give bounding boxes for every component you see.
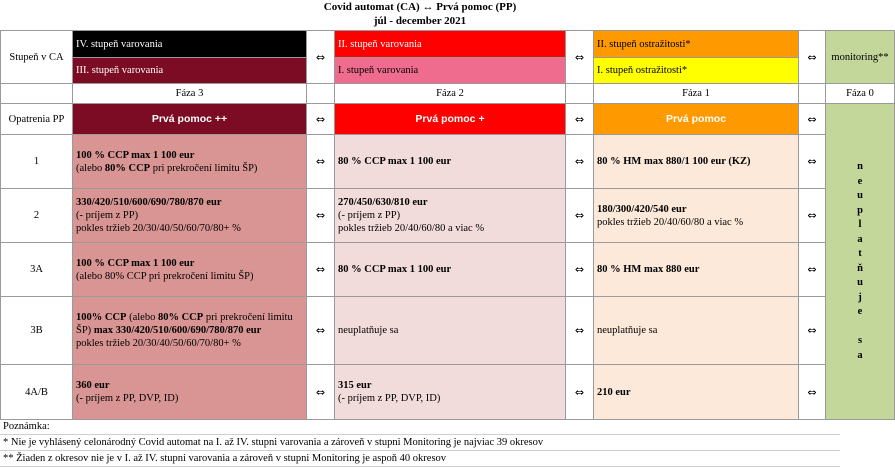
arrow-icon: ⇔ <box>566 31 594 84</box>
arrow-icon: ⇔ <box>799 243 826 297</box>
row4ab-faza3-line2: (- príjem z PP, DVP, ID) <box>76 393 179 404</box>
header-prva-pomoc: Prvá pomoc <box>594 104 799 135</box>
row3a-faza2: 80 % CCP max 1 100 eur <box>335 243 566 297</box>
arrow-icon: ⇔ <box>566 135 594 189</box>
text: (alebo <box>126 312 158 323</box>
vertical-letter: u <box>857 277 863 288</box>
row2-faza2-line3: pokles tržieb 20/40/60/80 a viac % <box>338 223 485 234</box>
stupen-ii: II. stupeň varovania <box>335 31 566 58</box>
arrow-icon: ⇔ <box>566 104 594 135</box>
row4ab-faza2 <box>335 365 566 420</box>
vertical-letter: n <box>857 161 863 172</box>
faza-2-label: Fáza 2 <box>335 84 566 104</box>
vertical-letter: ň <box>857 262 863 274</box>
arrow-icon: ⇔ <box>307 189 335 243</box>
row2-faza3 <box>73 189 307 243</box>
row4ab-faza1: 210 eur <box>594 365 799 420</box>
faza-3-label: Fáza 3 <box>73 84 307 104</box>
vertical-letter: t <box>858 248 862 259</box>
vertical-letter: a <box>857 349 863 361</box>
row1-faza3 <box>73 135 307 189</box>
row1-faza3-note <box>76 162 303 175</box>
arrow-icon: ⇔ <box>799 365 826 420</box>
stupen-ii-ostrazitosti: II. stupeň ostražitosti* <box>594 31 799 58</box>
note-2: ** Žiaden z okresov nie je v I. až IV. stupni varovania a zároveň v stupni Monitoring je aspoň 40 okresov <box>0 451 840 467</box>
stupen-i-ostrazitosti: I. stupeň ostražitosti* <box>594 58 799 84</box>
notes <box>0 419 840 467</box>
vertical-letter: p <box>857 204 863 216</box>
arrow-icon: ⇔ <box>799 135 826 189</box>
row1-faza2: 80 % CCP max 1 100 eur <box>335 135 566 189</box>
stupen-i: I. stupeň varovania <box>335 58 566 84</box>
stupen-label: Stupeň v CA <box>1 31 73 84</box>
row3b-faza1: neuplatňuje sa <box>594 297 799 365</box>
arrow-icon: ⇔ <box>307 297 335 365</box>
text: (alebo <box>76 162 105 174</box>
vertical-letter: a <box>857 233 863 245</box>
header-prva-pomoc-plus-plus: Prvá pomoc ++ <box>73 104 307 135</box>
arrow-icon: ⇔ <box>566 189 594 243</box>
row-label-3b: 3B <box>1 297 73 365</box>
text: 100% CCP <box>76 312 127 323</box>
title-line-1: Covid automat (CA) ↔ Prvá pomoc (PP) <box>323 1 517 13</box>
vertical-letter: l <box>858 219 862 230</box>
vertical-letter: u <box>857 190 863 201</box>
empty-cell <box>799 84 826 104</box>
arrow-icon: ⇔ <box>307 365 335 420</box>
vertical-letter: j <box>858 291 862 303</box>
faza-1-label: Fáza 1 <box>594 84 799 104</box>
row1-faza1: 80 % HM max 880/1 100 eur (KZ) <box>594 135 799 189</box>
row2-faza1-line2: pokles tržieb 20/40/60/80 a viac % <box>597 216 744 228</box>
row3a-faza3 <box>73 243 307 297</box>
header-prva-pomoc-plus: Prvá pomoc + <box>335 104 566 135</box>
row2-faza3-value: 330/420/510/600/690/780/870 eur <box>76 197 222 208</box>
arrow-icon: ⇔ <box>566 365 594 420</box>
row3b-faza3-text <box>76 311 303 337</box>
row2-faza3-line3: pokles tržieb 20/30/40/50/60/70/80+ % <box>76 223 241 234</box>
row3a-faza3-line2: (alebo 80% CCP pri prekročení limitu ŠP) <box>76 270 254 282</box>
row-label-2: 2 <box>1 189 73 243</box>
row-label-4ab: 4A/B <box>1 365 73 420</box>
text: pri prekročení limitu ŠP) <box>76 312 293 336</box>
arrow-icon: ⇔ <box>799 104 826 135</box>
vertical-letter: s <box>857 335 863 346</box>
arrow-icon: ⇔ <box>307 31 335 84</box>
arrow-icon: ⇔ <box>799 31 826 84</box>
row3a-faza1: 80 % HM max 880 eur <box>594 243 799 297</box>
arrow-icon: ⇔ <box>799 297 826 365</box>
arrow-icon: ⇔ <box>307 104 335 135</box>
arrow-icon: ⇔ <box>566 297 594 365</box>
text: pri prekročení limitu ŠP) <box>150 162 258 174</box>
empty-cell <box>1 84 73 104</box>
row3b-faza3 <box>73 297 307 365</box>
title-line-2: júl - december 2021 <box>373 15 467 27</box>
row2-faza2 <box>335 189 566 243</box>
row2-faza1 <box>594 189 799 243</box>
note-1: * Nie je vyhlásený celonárodný Covid automat na I. až IV. stupni varovania a zároveň v stupni Monitoring je najviac 39 okresov <box>0 435 840 451</box>
row2-faza3-line2: (- príjem z PP) <box>76 210 139 221</box>
stupen-iv: IV. stupeň varovania <box>73 31 307 58</box>
row-label-3a: 3A <box>1 243 73 297</box>
notes-label: Poznámka: <box>0 419 840 435</box>
row4ab-faza3 <box>73 365 307 420</box>
faza-0-label: Fáza 0 <box>826 84 895 104</box>
stupen-iii: III. stupeň varovania <box>73 58 307 84</box>
arrow-icon: ⇔ <box>799 189 826 243</box>
row1-faza3-value: 100 % CCP max 1 100 eur <box>76 149 195 161</box>
row3b-faza3-line4: pokles tržieb 20/30/40/50/60/70/80+ % <box>76 338 241 349</box>
comparison-table <box>0 30 895 420</box>
text: 80% CCP <box>157 312 204 323</box>
vertical-letter: e <box>857 175 863 187</box>
vertical-letter <box>829 320 891 335</box>
text: max 330/420/510/600/690/780/870 eur <box>93 325 262 336</box>
stupen-monitoring: monitoring** <box>826 31 895 84</box>
row3a-faza3-value: 100 % CCP max 1 100 eur <box>76 257 195 269</box>
row3b-faza2: neuplatňuje sa <box>335 297 566 365</box>
opatrenia-label: Opatrenia PP <box>1 104 73 135</box>
row-label-1: 1 <box>1 135 73 189</box>
row2-faza1-value: 180/300/420/540 eur <box>597 203 687 215</box>
row2-faza2-value: 270/450/630/810 eur <box>338 197 428 208</box>
row2-faza2-line2: (- príjem z PP) <box>338 210 401 221</box>
arrow-icon: ⇔ <box>307 243 335 297</box>
vertical-letter: e <box>857 306 863 317</box>
arrow-icon: ⇔ <box>307 135 335 189</box>
row4ab-faza2-value: 315 eur <box>338 380 372 391</box>
row4ab-faza3-value: 360 eur <box>76 380 110 391</box>
text: 80% CCP <box>104 162 151 174</box>
faza-0-neuplatnuje-sa <box>826 104 895 420</box>
empty-cell <box>307 84 335 104</box>
empty-cell <box>566 84 594 104</box>
arrow-icon: ⇔ <box>566 243 594 297</box>
row4ab-faza2-line2: (- príjem z PP, DVP, ID) <box>338 393 441 404</box>
